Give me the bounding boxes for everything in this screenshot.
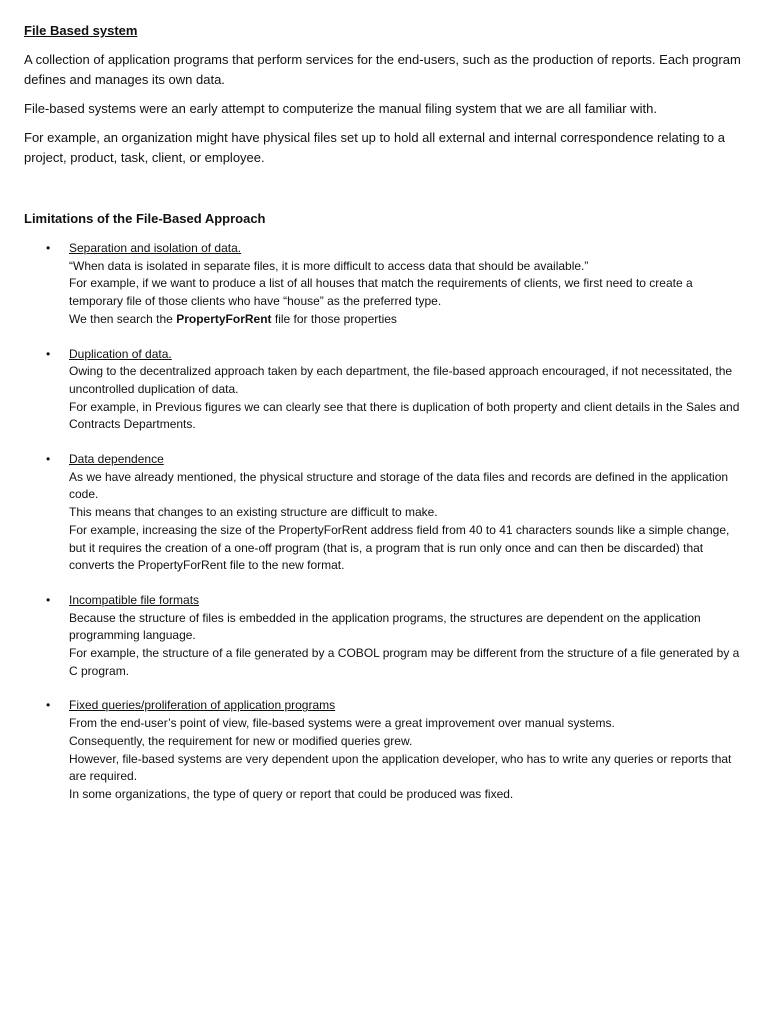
limitation-fixed-queries	[24, 697, 748, 803]
limitation-line: Consequently, the requirement for new or modified queries grew.	[69, 733, 413, 748]
limitation-heading: Fixed queries/proliferation of application programs	[69, 698, 336, 713]
intro-paragraph-early-attempt: File-based systems were an early attempt to computerize the manual filing system that we are all familiar with.	[24, 101, 657, 116]
limitation-line: From the end-user’s point of view, file-based systems were a great improvement over manual systems.	[69, 716, 615, 731]
line-prefix: We then search the	[69, 311, 177, 326]
limitation-incompatible-formats	[24, 592, 748, 681]
limitation-line: However, file-based systems are very dependent upon the application developer, who has to write any queries or reports that are required.	[69, 751, 732, 784]
intro-paragraph-example: For example, an organization might have physical files set up to hold all external and internal correspondence relating to a project, product, task, client, or employee.	[24, 130, 725, 165]
limitations-list	[24, 240, 748, 804]
limitation-separation	[24, 240, 748, 329]
limitation-line: For example, if we want to produce a list of all houses that match the requirements of clients, we first need to create a temporary file of those clients who have “house” as the preferred type.	[69, 276, 693, 309]
document-page	[24, 22, 748, 821]
limitation-line: In some organizations, the type of query or report that could be produced was fixed.	[69, 786, 514, 801]
bullet-icon: •	[46, 698, 51, 713]
limitations-heading: Limitations of the File-Based Approach	[24, 211, 266, 226]
limitation-heading: Incompatible file formats	[69, 592, 200, 607]
bullet-icon: •	[46, 241, 51, 255]
bullet-icon: •	[46, 346, 51, 361]
limitation-line: Owing to the decentralized approach taken by each department, the file-based approach encouraged, if not necessitated, the uncontrolled duplication of data.	[69, 364, 733, 396]
limitation-line: As we have already mentioned, the physical structure and storage of the data files and records are defined in the application code.	[69, 469, 729, 502]
limitation-line: For example, the structure of a file generated by a COBOL program may be different from the structure of a file generated by a C program.	[69, 646, 740, 678]
document-title: File Based system	[24, 23, 138, 38]
limitation-line: “When data is isolated in separate files, it is more difficult to access data that should be available.”	[69, 258, 589, 273]
limitation-line: For example, increasing the size of the PropertyForRent address field from 40 to 41 characters sounds like a simple change, but it requires the creation of a one-off program (that is, a program that is run only once and can then be discarded) that converts the PropertyForRent file to the new format.	[69, 522, 730, 573]
bullet-icon: •	[46, 452, 51, 467]
limitation-heading: Data dependence	[69, 452, 164, 467]
line-suffix: file for those properties	[271, 311, 397, 326]
limitation-line: Because the structure of files is embedded in the application programs, the structures are dependent on the application programming language.	[69, 610, 701, 643]
limitation-heading: Duplication of data.	[69, 346, 172, 361]
intro-paragraph-definition: A collection of application programs that perform services for the end-users, such as the production of reports. Each program defines and manages its own data.	[24, 52, 741, 87]
limitation-duplication	[24, 346, 748, 435]
limitation-line-with-bold	[69, 311, 748, 329]
bullet-icon: •	[46, 592, 51, 607]
limitation-heading: Separation and isolation of data.	[69, 241, 242, 255]
limitation-line: This means that changes to an existing structure are difficult to make.	[69, 505, 438, 520]
bold-term: PropertyForRent	[176, 311, 272, 326]
limitation-data-dependence	[24, 451, 748, 575]
limitation-line: For example, in Previous figures we can clearly see that there is duplication of both property and client details in the Sales and Contracts Departments.	[69, 399, 740, 432]
